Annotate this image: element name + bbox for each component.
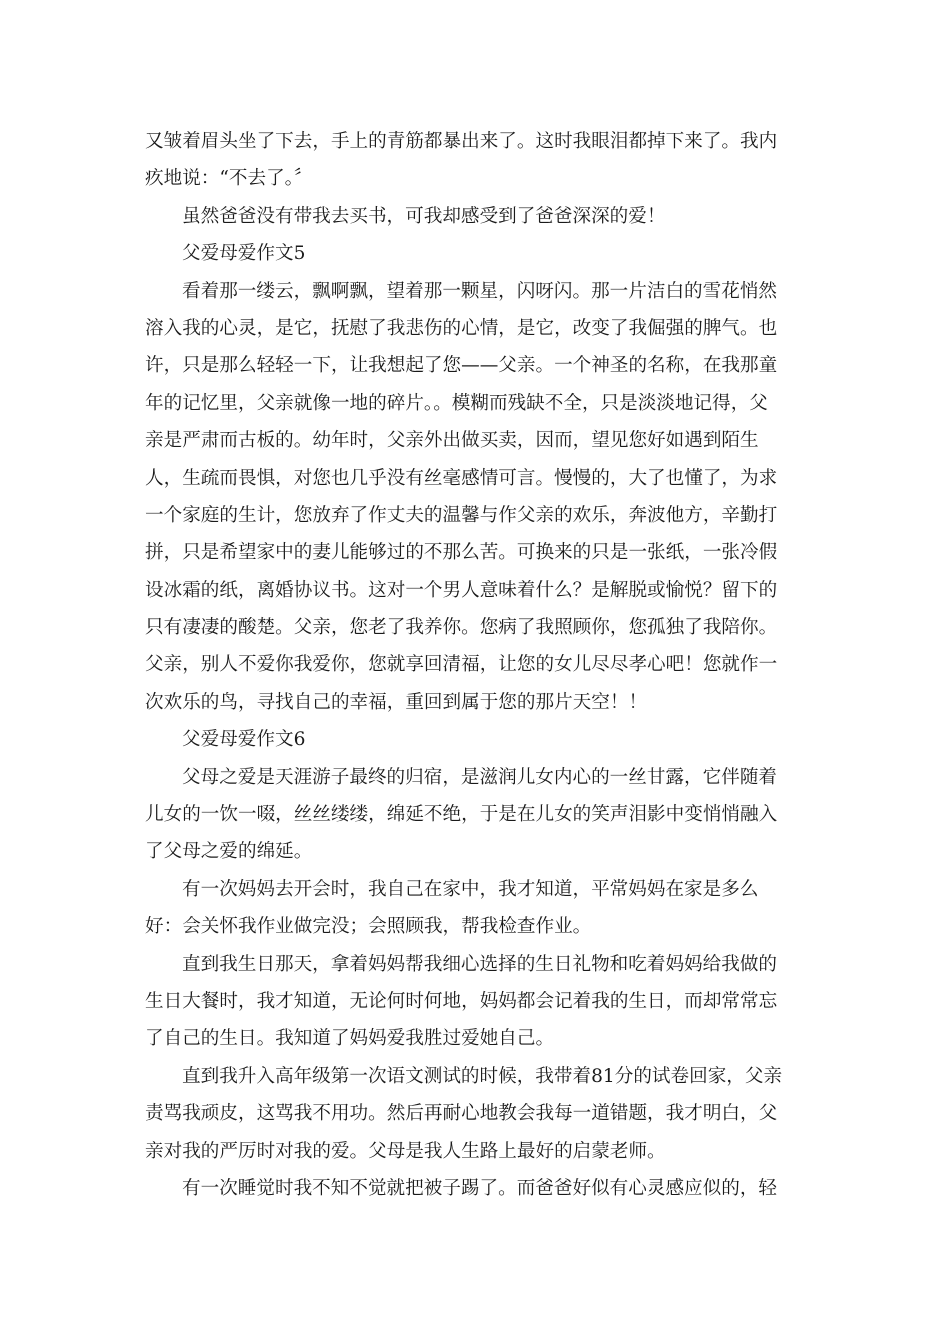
paragraph [145, 273, 805, 722]
text-line: 了父母之爱的绵延。 [145, 841, 313, 863]
text-line: 直到我生日那天，拿着妈妈帮我细心选择的生日礼物和吃着妈妈给我做的 [182, 953, 778, 975]
text-line: 一个家庭的生计，您放弃了作丈夫的温馨与作父亲的欢乐，奔波他方，辛勤打 [145, 504, 778, 526]
text-line: 人，生疏而畏惧，对您也几乎没有丝毫感情可言。慢慢的，大了也懂了，为求 [145, 467, 778, 489]
text-line: 父母之爱是天涯游子最终的归宿，是滋润儿女内心的一丝甘露，它伴随着 [182, 766, 778, 788]
text-line: 好：会关怀我作业做完没；会照顾我，帮我检查作业。 [145, 916, 592, 938]
text-line: 亲是严肃而古板的。幼年时，父亲外出做买卖，因而，望见您好如遇到陌生 [145, 430, 759, 452]
text-line: 生日大餐时，我才知道，无论何时何地，妈妈都会记着我的生日，而却常常忘 [145, 990, 778, 1012]
text-line: 溶入我的心灵，是它，抚慰了我悲伤的心情，是它，改变了我倔强的脾气。也 [145, 317, 778, 339]
text-line: 年的记忆里，父亲就像一地的碎片。。模糊而残缺不全，只是淡淡地记得，父 [145, 392, 768, 414]
document-body [145, 123, 805, 1207]
paragraph [145, 123, 805, 198]
text-line: 亲对我的严厉时对我的爱。父母是我人生路上最好的启蒙老师。 [145, 1140, 666, 1162]
section-heading [145, 721, 805, 758]
section-heading [145, 235, 805, 272]
heading-text: 父爱母爱作文5 [182, 243, 306, 265]
text-line: 设冰霜的纸，离婚协议书。这对一个男人意味着什么？是解脱或愉悦？留下的 [145, 579, 778, 601]
text-line: 父亲，别人不爱你我爱你，您就享回清福，让您的女儿尽尽孝心吧！您就作一 [145, 654, 778, 676]
paragraph [145, 871, 805, 946]
text-line: 疚地说：“不去了。〞 [145, 168, 313, 190]
text-line: 次欢乐的鸟，寻找自己的幸福，重回到属于您的那片天空！！ [145, 691, 648, 713]
text-line: 责骂我顽皮，这骂我不用功。然后再耐心地教会我每一道错题，我才明白，父 [145, 1103, 778, 1125]
text-line: 儿女的一饮一啜，丝丝缕缕，绵延不绝，于是在儿女的笑声泪影中变悄悄融入 [145, 804, 778, 826]
heading-text: 父爱母爱作文6 [182, 729, 306, 751]
paragraph [145, 1170, 805, 1207]
text-line: 看着那一缕云，飘啊飘，望着那一颗星，闪呀闪。那一片洁白的雪花悄然 [182, 280, 778, 302]
text-line: 只有凄凄的酸楚。父亲，您老了我养你。您病了我照顾你，您孤独了我陪你。 [145, 617, 778, 639]
paragraph [145, 198, 805, 235]
text-line: 直到我升入高年级第一次语文测试的时候，我带着81分的试卷回家，父亲 [182, 1065, 783, 1087]
text-line: 了自己的生日。我知道了妈妈爱我胜过爱她自己。 [145, 1028, 555, 1050]
text-line: 有一次妈妈去开会时，我自己在家中，我才知道，平常妈妈在家是多么 [182, 878, 759, 900]
paragraph [145, 1058, 805, 1170]
paragraph [145, 759, 805, 871]
paragraph [145, 946, 805, 1058]
text-line: 又皱着眉头坐了下去，手上的青筋都暴出来了。这时我眼泪都掉下来了。我内 [145, 131, 778, 152]
text-line: 许，只是那么轻轻一下，让我想起了您——父亲。一个神圣的名称，在我那童 [145, 355, 778, 377]
text-line: 拼，只是希望家中的妻儿能够过的不那么苦。可换来的只是一张纸，一张冷假 [145, 542, 778, 564]
text-line: 虽然爸爸没有带我去买书，可我却感受到了爸爸深深的爱！ [182, 205, 666, 227]
text-line: 有一次睡觉时我不知不觉就把被子踢了。而爸爸好似有心灵感应似的，轻 [182, 1177, 778, 1199]
